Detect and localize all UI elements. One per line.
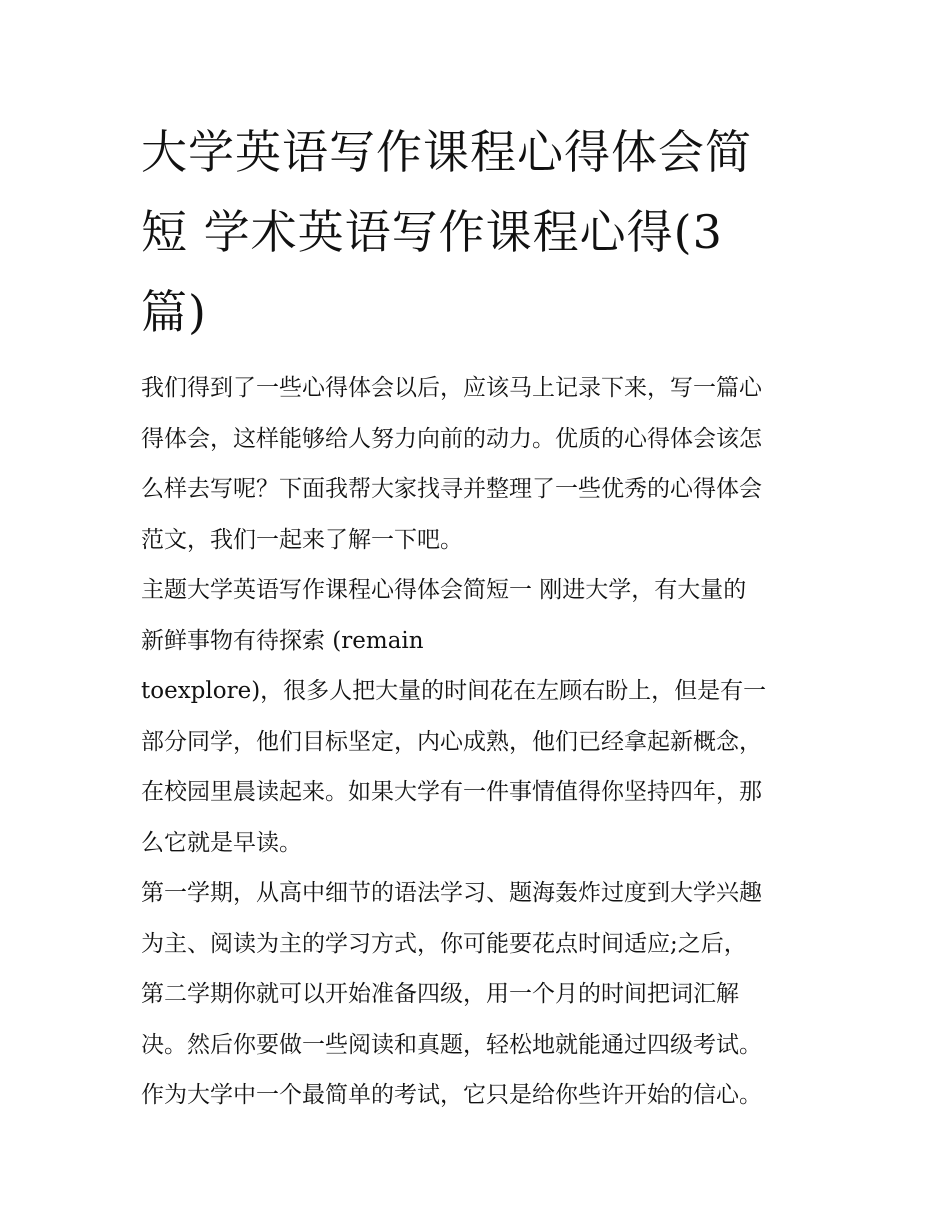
body-paragraph: 主题大学英语写作课程心得体会简短一 刚进大学，有大量的 新鲜事物有待探索 (remain toexplore)，很多人把大量的时间花在左顾右盼上，但是有一 部分同学，他们目标坚定，内心成熟，他们已经拿起新概念， 在校园里晨读起来。如果大学有一件事情值得你坚持四年，那 么它就是早读。 bbox=[141, 577, 767, 856]
body-text bbox=[141, 363, 813, 1121]
body-paragraph: 第一学期，从高中细节的语法学习、题海轰炸过度到大学兴趣 为主、阅读为主的学习方式，你可能要花点时间适应;之后， 第二学期你就可以开始准备四级，用一个月的时间把词汇解 决。然后你要做一些阅读和真题，轻松地就能通过四级考试。 作为大学中一个最简单的考试，它只是给你些许开始的信心。 bbox=[141, 880, 762, 1108]
page-title: 大学英语写作课程心得体会简 短 学术英语写作课程心得(3 篇) bbox=[141, 125, 752, 339]
intro-paragraph: 我们得到了一些心得体会以后，应该马上记录下来，写一篇心 得体会，这样能够给人努力向前的动力。优质的心得体会该怎 么样去写呢？下面我帮大家找寻并整理了一些优秀的心得体会 范文，我们一起来了解一下吧。 bbox=[141, 375, 762, 553]
document-content bbox=[141, 112, 813, 1121]
